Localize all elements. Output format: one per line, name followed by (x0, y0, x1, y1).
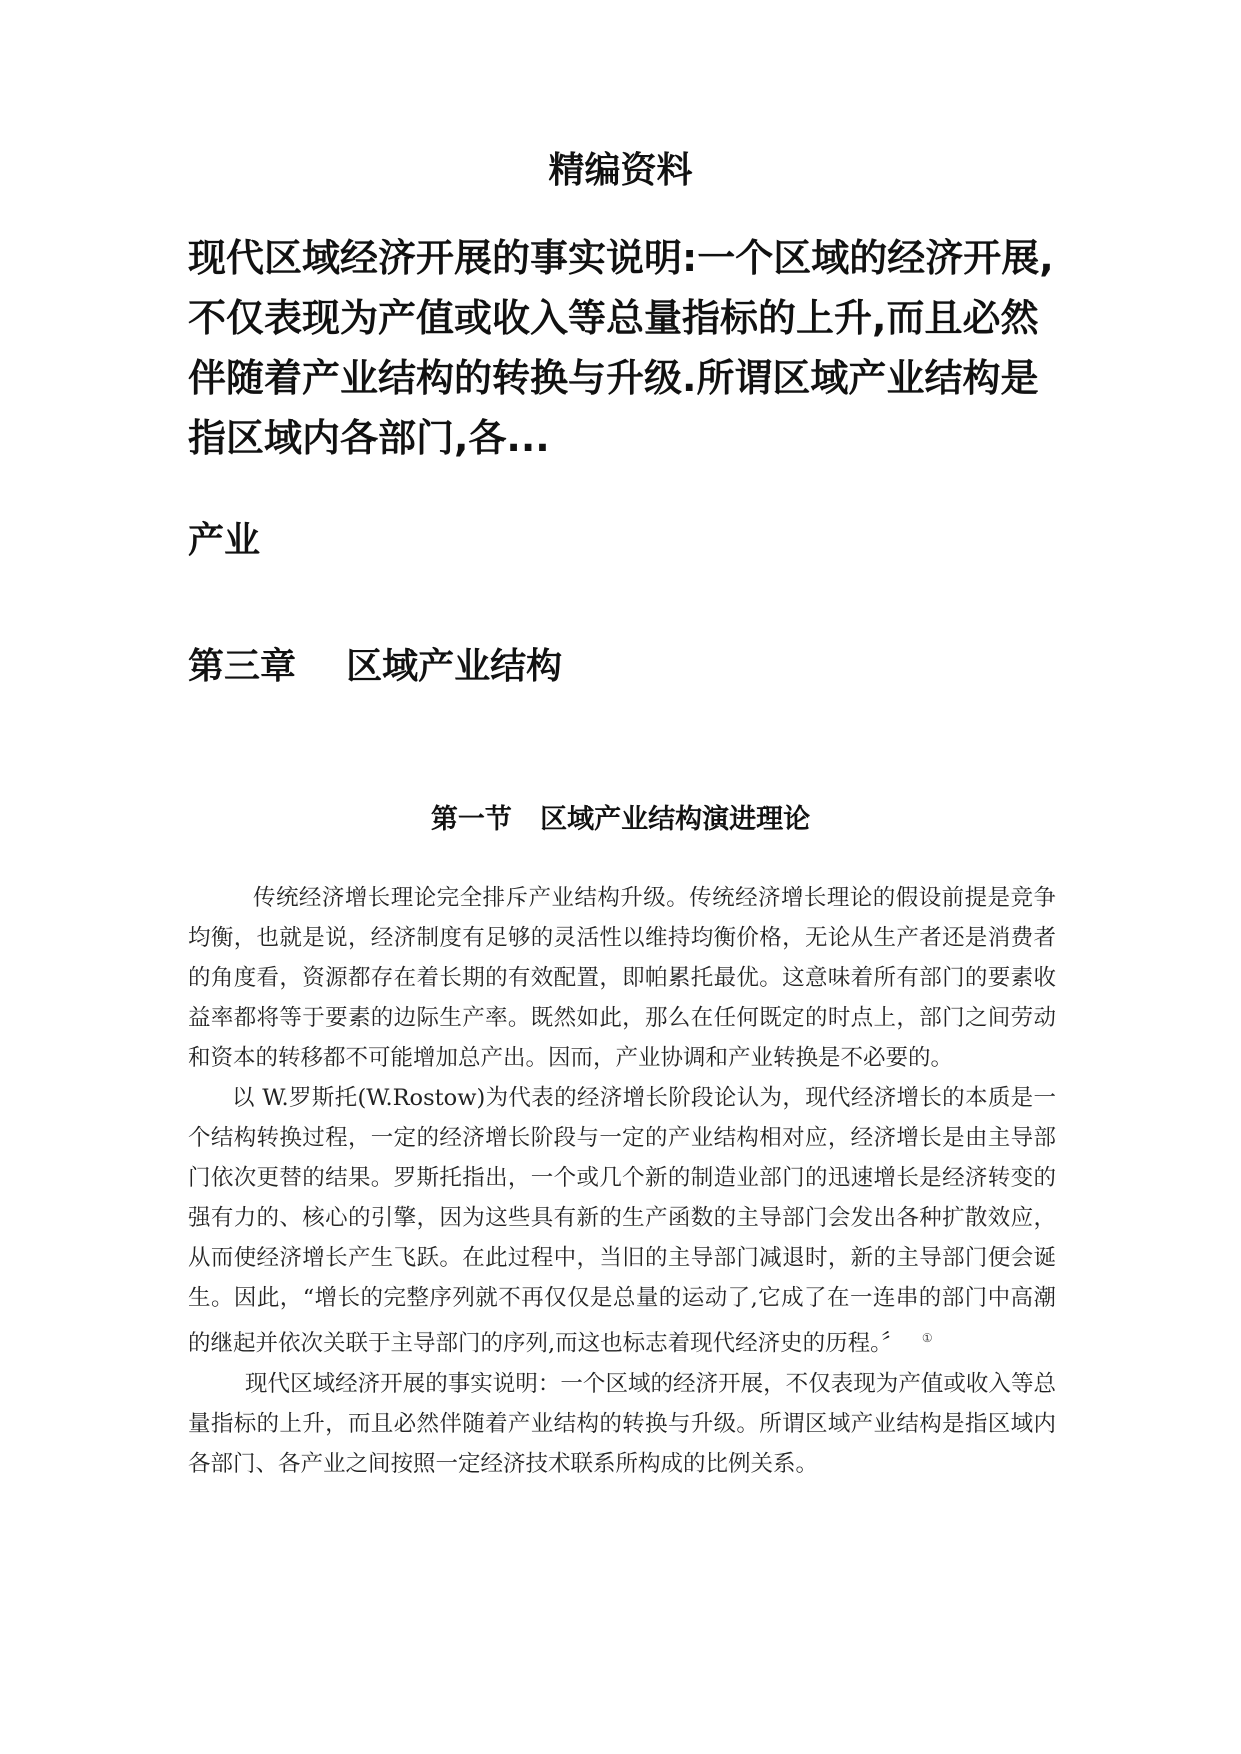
title-line: 现代区域经济开展的事实说明:一个区域的经济开展, (188, 236, 1054, 280)
title-line: 不仅表现为产值或收入等总量指标的上升,而且必然 (188, 296, 1039, 340)
document-label: 精编资料 (548, 150, 693, 191)
chapter-heading: 第三章 区域产业结构 (188, 646, 563, 687)
document-title (188, 228, 1068, 468)
paragraph-text: 以 W.罗斯托(W.Rostow)为代表的经济增长阶段论认为，现代经济增长的本质是一个结构转换过程，一定的经济增长阶段与一定的产业结构相对应，经济增长是由主导部门依次更替的结果。罗斯托指出，一个或几个新的制造业部门的迅速增长是经济转变的强有力的、核心的引擎，因为这些具有新的生产函数的主导部门会发出各种扩散效应，从而使经济增长产生飞跃。在此过程中，当旧的主导部门减退时，新的主导部门便会诞生。因此，“增长的完整序列就不再仅仅是总量的运动了,它成了在一连串的部门中高潮的继起并依次关联于主导部门的序列,而这也标志着现代经济史的历程。〞 (188, 1085, 1056, 1357)
paragraph: 现代区域经济开展的事实说明：一个区域的经济开展，不仅表现为产值或收入等总量指标的上升，而且必然伴随着产业结构的转换与升级。所谓区域产业结构是指区域内各部门、各产业之间按照一定经济技术联系所构成的比例关系。 (188, 1370, 1056, 1477)
paragraph: 传统经济增长理论完全排斥产业结构升级。传统经济增长理论的假设前提是竞争均衡，也就是说，经济制度有足够的灵活性以维持均衡价格，无论从生产者还是消费者的角度看，资源都存在着长期的有效配置，即帕累托最优。这意味着所有部门的要素收益率都将等于要素的边际生产率。既然如此，那么在任何既定的时点上，部门之间劳动和资本的转移都不可能增加总产出。因而，产业协调和产业转换是不必要的。 (188, 885, 1056, 1071)
category-heading: 产业 (188, 520, 261, 561)
body-text (188, 878, 1056, 1484)
title-line: 指区域内各部门,各... (188, 416, 550, 460)
footnote-marker: ① (921, 1331, 933, 1345)
title-line: 伴随着产业结构的转换与升级.所谓区域产业结构是 (188, 356, 1039, 400)
section-heading: 第一节 区域产业结构演进理论 (430, 804, 811, 835)
paragraph (188, 1078, 1056, 1364)
